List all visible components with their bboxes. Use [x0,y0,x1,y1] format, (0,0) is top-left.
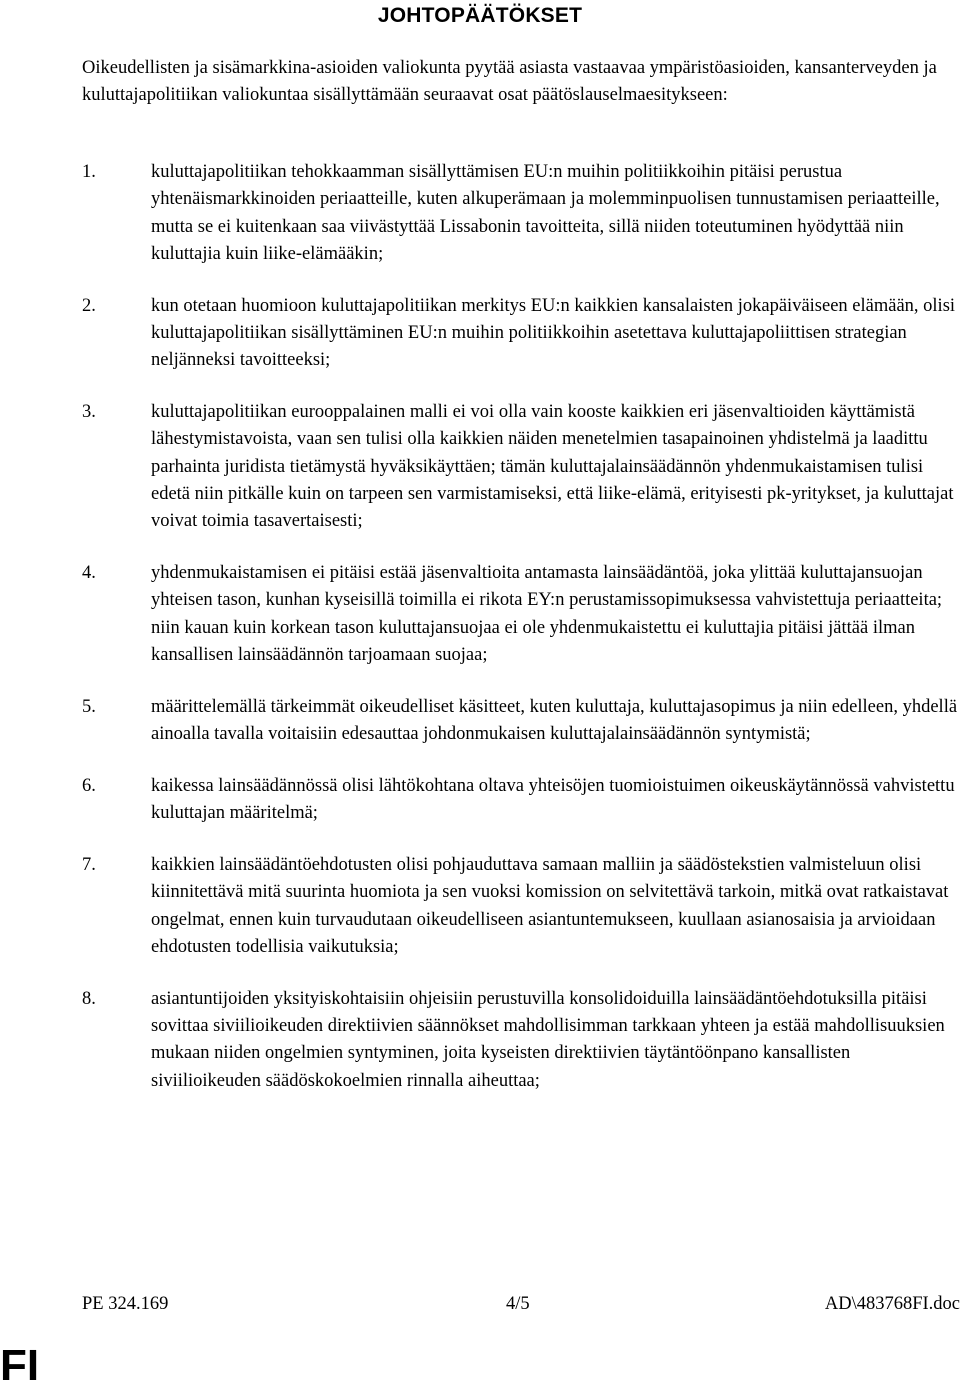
item-text: kaikessa lainsäädännössä olisi lähtökohtana oltava yhteisöjen tuomioistuimen oikeuskäytännössä vahvistettu kuluttajan määritelmä; [151,775,955,824]
page-title: JOHTOPÄÄTÖKSET [377,4,583,27]
item-text: kun otetaan huomioon kuluttajapolitiikan merkitys EU:n kaikkien kansalaisten jokapäiväiseen elämään, olisi kuluttajapolitiikan sisällyttäminen EU:n muihin politiikkoihin asetettava kuluttajapoliittisen strategian neljänneksi tavoitteeksi; [151,295,956,371]
list-item [82,773,960,828]
intro-paragraph: Oikeudellisten ja sisämarkkina-asioiden valiokunta pyytää asiasta vastaavaa ympäristöasioiden, kansanterveyden ja kuluttajapolitiikan valiokuntaa sisällyttämään seuraavat osat päätöslauselmaesitykseen: [82,58,937,106]
list-item [82,293,960,375]
item-number: 3. [82,402,96,423]
list-item [82,399,960,535]
list-item [82,159,960,268]
document-filename: AD\483768FI.doc [824,1294,960,1314]
document-reference: PE 324.169 [82,1294,169,1314]
page-number: 4/5 [506,1294,530,1314]
language-code: FI [0,1341,40,1390]
item-number: 4. [82,563,96,584]
item-text: asiantuntijoiden yksityiskohtaisiin ohjeisiin perustuvilla konsolidoiduilla lainsäädäntöehdotuksilla pitäisi sovittaa siviilioikeuden direktiivien säännökset mahdollisimman tarkkaan yhteen ja estää mahdollisuuksien mukaan niiden ongelmien syntyminen, joita kyseisten direktiivien täytäntöönpano kansallisten siviilioikeuden säädöskokoelmien rinnalla aiheuttaa; [151,988,945,1091]
conclusions-list [82,159,960,1119]
list-item [82,986,960,1095]
item-number: 7. [82,854,96,875]
item-text: määrittelemällä tärkeimmät oikeudelliset käsitteet, kuten kuluttaja, kuluttajasopimus ja niin edelleen, yhdellä ainoalla tavalla voitaisiin edesauttaa johdonmukaisen kuluttajalainsäädännön syntymistä; [151,696,958,745]
item-text: kaikkien lainsäädäntöehdotusten olisi pohjauduttava samaan malliin ja säädöstekstien valmisteluun olisi kiinnitettävä mitä suurinta huomiota ja sen vuoksi komission on selvitettävä tarkoin, mitkä ovat ratkaistavat ongelmat, ennen kuin turvaudutaan oikeudelliseen asiantuntemukseen, kuullaan asianosaisia ja arvioidaan ehdotusten todellisia vaikutuksia; [151,854,949,957]
item-number: 2. [82,295,96,316]
item-number: 1. [82,162,96,182]
list-item [82,560,960,669]
list-item [82,852,960,961]
item-number: 6. [82,775,96,796]
item-number: 8. [82,988,96,1009]
item-text: kuluttajapolitiikan eurooppalainen malli ei voi olla vain kooste kaikkien eri jäsenvaltioiden käyttämistä lähestymistavoista, vaan sen tulisi olla kaikkien näiden menetelmien tasapainoinen yhdistelmä ja laadittu parhainta juridista tietämystä hyväksikäyttäen; tämän kuluttajalainsäädännön yhdenmukaistamisen tulisi edetä niin pitkälle kuin on tarpeen sen varmistamiseksi, että liike-elämä, erityisesti pk-yritykset, ja kuluttajat voivat toimia tasavertaisesti; [151,402,954,532]
list-item [82,694,960,749]
item-text: yhdenmukaistamisen ei pitäisi estää jäsenvaltioita antamasta lainsäädäntöä, joka ylittää kuluttajansuojan yhteisen tason, kunhan kyseisillä toimilla ei rikota EY:n perustamissopimuksessa vahvistettuja periaatteita; niin kauan kuin korkean tason kuluttajansuojaa ei ole yhdenmukaistettu ei kuluttajia pitäisi jättää ilman kansallisen lainsäädännön tarjoamaan suojaa; [151,563,943,665]
page-footer [82,1290,960,1318]
item-number: 5. [82,696,96,717]
item-text: kuluttajapolitiikan tehokkaamman sisällyttämisen EU:n muihin politiikkoihin pitäisi perustua yhtenäismarkkinoiden periaatteille, kuten alkuperämaan ja molemminpuolisen tunnustamisen periaatteille, mutta se ei kuitenkaan saa viivästyttää Lissabonin tavoitteita, sillä niiden toteutuminen hyödyttää niin kuluttajia kuin liike-elämääkin; [151,162,940,264]
